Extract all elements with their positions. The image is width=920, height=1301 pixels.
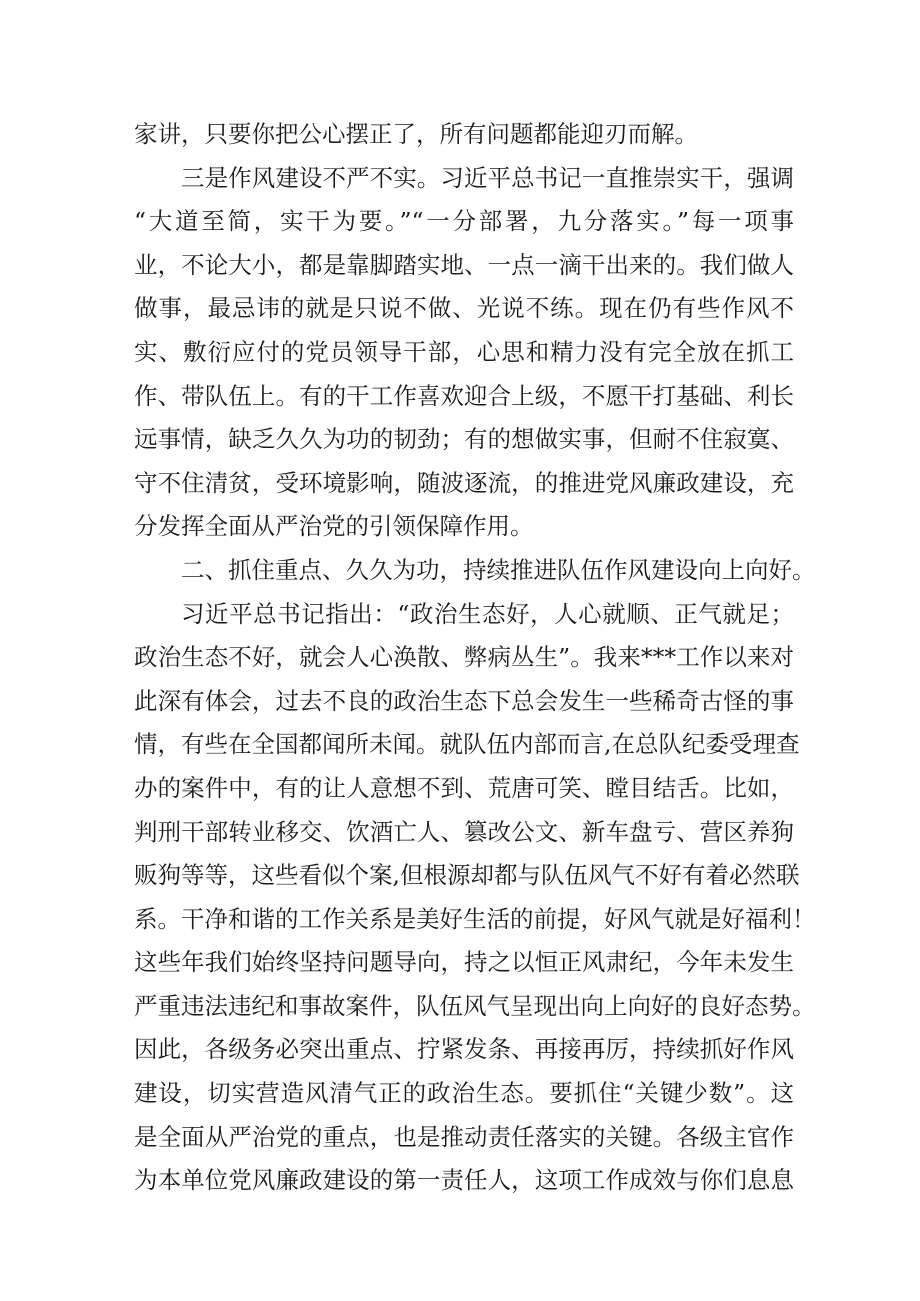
text-line: 为本单位党风廉政建设的第一责任人，这项工作成效与你们息息 [134, 1166, 794, 1195]
text-line: 作、带队伍上。有的干工作喜欢迎合上级，不愿干打基础、利长 [134, 381, 794, 410]
text-line: 习近平总书记指出：“政治生态好，人心就顺、正气就足； [181, 599, 794, 628]
text-line: 这些年我们始终坚持问题导向，持之以恒正风肃纪，今年未发生 [134, 948, 794, 977]
text-line: 业，不论大小，都是靠脚踏实地、一点一滴干出来的。我们做人 [134, 250, 794, 279]
text-line: 是全面从严治党的重点，也是推动责任落实的关键。各级主官作 [134, 1122, 794, 1151]
text-line: 因此，各级务必突出重点、拧紧发条、再接再厉，持续抓好作风 [134, 1035, 794, 1064]
text-line: 情，有些在全国都闻所未闻。就队伍内部而言,在总队纪委受理查 [134, 730, 800, 759]
text-line: 系。干净和谐的工作关系是美好生活的前提，好风气就是好福利！ [134, 904, 816, 933]
text-line: 办的案件中，有的让人意想不到、荒唐可笑、瞠目结舌。比如， [134, 773, 794, 802]
text-line: 三是作风建设不严不实。习近平总书记一直推崇实干，强调 [181, 163, 794, 192]
text-line: 此深有体会，过去不良的政治生态下总会发生一些稀奇古怪的事 [134, 686, 794, 715]
text-line: 家讲，只要你把公心摆正了，所有问题都能迎刃而解。 [134, 120, 698, 148]
text-line: 建设，切实营造风清气正的政治生态。要抓住“关键少数”。这 [134, 1079, 794, 1108]
text-line: 判刑干部转业移交、饮酒亡人、篡改公文、新车盘亏、营区养狗 [134, 817, 794, 846]
text-line: 做事，最忌讳的就是只说不做、光说不练。现在仍有些作风不 [134, 294, 794, 323]
text-line: 分发挥全面从严治党的引领保障作用。 [134, 512, 534, 541]
text-line: 二、抓住重点、久久为功，持续推进队伍作风建设向上向好。 [181, 555, 816, 584]
text-line: 严重违法违纪和事故案件，队伍风气呈现出向上向好的良好态势。 [134, 991, 816, 1020]
text-line: 远事情，缺乏久久为功的韧劲；有的想做实事，但耐不住寂寞、 [134, 425, 794, 454]
text-line: 政治生态不好，就会人心涣散、弊病丛生”。我来***工作以来对 [134, 643, 794, 672]
text-line: 守不住清贫，受环境影响，随波逐流，的推进党风廉政建设，充 [134, 468, 794, 497]
text-line: “大道至简，实干为要。”“一分部署，九分落实。”每一项事 [134, 207, 794, 236]
body-text [134, 113, 816, 1203]
text-line: 贩狗等等，这些看似个案,但根源却都与队伍风气不好有着必然联 [134, 861, 800, 890]
text-line: 实、敷衍应付的党员领导干部，心思和精力没有完全放在抓工 [134, 337, 794, 366]
